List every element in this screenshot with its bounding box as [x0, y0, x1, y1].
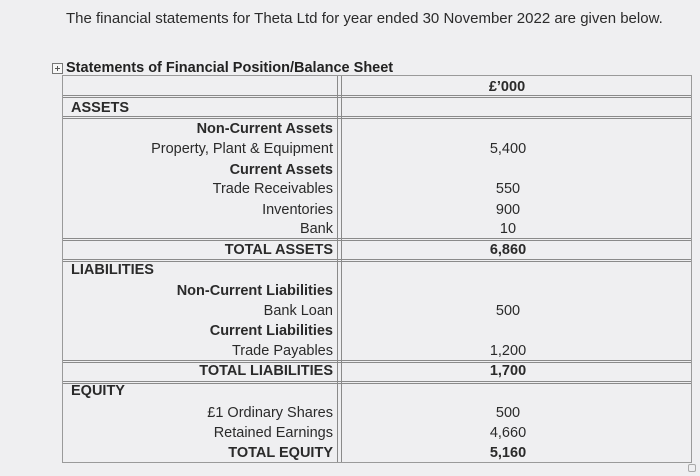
ppe-value: 5,400 [489, 141, 527, 157]
row-divider [63, 360, 691, 363]
liabilities-heading: LIABILITIES [71, 262, 154, 278]
trade-receivables-label: Trade Receivables [212, 181, 333, 197]
expand-icon[interactable] [52, 63, 63, 74]
ordinary-shares-value: 500 [495, 405, 521, 421]
ordinary-shares-label: £1 Ordinary Shares [207, 405, 333, 421]
bank-label: Bank [299, 221, 333, 237]
row-divider [63, 259, 691, 262]
currency-header: £’000 [488, 79, 526, 95]
trade-payables-value: 1,200 [489, 343, 527, 359]
row-divider [63, 381, 691, 384]
row-divider [63, 238, 691, 241]
equity-heading: EQUITY [71, 383, 125, 399]
total-liabilities-value: 1,700 [489, 363, 527, 379]
table-caption [52, 60, 393, 76]
inventories-value: 900 [495, 202, 521, 218]
bank-value: 10 [499, 221, 517, 237]
total-liabilities-label: TOTAL LIABILITIES [199, 363, 333, 379]
bank-loan-label: Bank Loan [263, 303, 333, 319]
column-divider [337, 76, 342, 462]
total-equity-value: 5,160 [489, 445, 527, 461]
row-divider [63, 116, 691, 119]
current-assets-label: Current Assets [229, 162, 333, 178]
trade-receivables-value: 550 [495, 181, 521, 197]
balance-sheet-table [62, 75, 692, 463]
inventories-label: Inventories [262, 202, 333, 218]
total-assets-label: TOTAL ASSETS [224, 242, 333, 258]
non-current-liabilities-label: Non-Current Liabilities [176, 283, 333, 299]
bank-loan-value: 500 [495, 303, 521, 319]
current-liabilities-label: Current Liabilities [209, 323, 333, 339]
ppe-label: Property, Plant & Equipment [151, 141, 333, 157]
caption-label: Statements of Financial Position/Balance Sheet [66, 60, 394, 76]
assets-heading: ASSETS [71, 100, 130, 116]
trade-payables-label: Trade Payables [231, 343, 333, 359]
retained-earnings-label: Retained Earnings [213, 425, 333, 441]
non-current-assets-label: Non-Current Assets [196, 121, 333, 137]
total-assets-value: 6,860 [489, 242, 527, 258]
intro-text: The financial statements for Theta Ltd for year ended 30 November 2022 are given below. [66, 10, 663, 27]
resize-handle-icon[interactable] [688, 464, 696, 472]
retained-earnings-value: 4,660 [489, 425, 527, 441]
total-equity-label: TOTAL EQUITY [228, 445, 333, 461]
